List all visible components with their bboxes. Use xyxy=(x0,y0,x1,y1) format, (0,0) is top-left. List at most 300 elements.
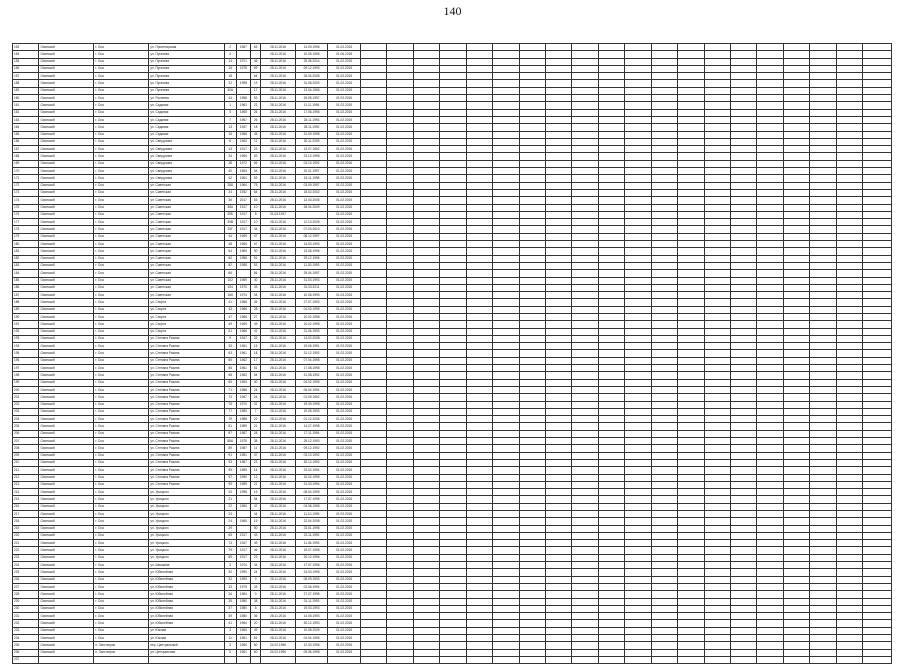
table-cell: г. Оса xyxy=(94,160,149,167)
table-cell: 28.11.2016 xyxy=(261,160,296,167)
table-cell xyxy=(783,131,809,138)
table-cell: 175 xyxy=(13,204,39,211)
table-cell xyxy=(572,131,598,138)
table-cell xyxy=(757,357,783,364)
table-cell: Осинский xyxy=(39,511,94,518)
table-cell xyxy=(731,605,757,612)
table-cell xyxy=(413,452,439,459)
table-row xyxy=(13,219,892,226)
table-cell xyxy=(466,65,492,72)
page-number: 140 xyxy=(443,4,462,18)
table-cell xyxy=(519,511,545,518)
table-cell xyxy=(545,233,571,240)
table-cell xyxy=(863,73,892,80)
table-cell xyxy=(678,408,704,415)
table-cell xyxy=(731,379,757,386)
table-cell xyxy=(387,73,413,80)
table-cell xyxy=(783,620,809,627)
table-cell: 172 xyxy=(13,182,39,189)
table-cell: 53 xyxy=(251,95,261,102)
table-cell: 54 xyxy=(251,168,261,175)
table-cell xyxy=(704,109,730,116)
table-cell xyxy=(625,445,651,452)
table-cell xyxy=(651,153,677,160)
table-cell xyxy=(545,605,571,612)
table-cell: Осинский xyxy=(39,80,94,87)
table-cell xyxy=(598,306,624,313)
table-cell: г. Оса xyxy=(94,146,149,153)
table-cell: 1989 xyxy=(236,423,250,430)
table-cell xyxy=(493,44,519,51)
table-row xyxy=(13,226,892,233)
table-cell xyxy=(731,153,757,160)
table-cell xyxy=(625,540,651,547)
table-cell: г. Оса xyxy=(94,540,149,547)
table-row xyxy=(13,459,892,466)
table-cell xyxy=(625,547,651,554)
table-cell xyxy=(651,95,677,102)
table-cell: 28.11.2016 xyxy=(261,605,296,612)
table-cell: 54 xyxy=(224,248,236,255)
table-cell: ул. Урицкого xyxy=(149,532,224,539)
table-cell xyxy=(360,226,386,233)
table-cell xyxy=(387,335,413,342)
table-cell xyxy=(519,532,545,539)
table-cell: 01.02.2015 xyxy=(328,635,361,642)
table-cell xyxy=(704,547,730,554)
table-cell xyxy=(757,44,783,51)
table-cell xyxy=(836,540,862,547)
table-cell: 01.02.2015 xyxy=(328,598,361,605)
table-cell: 59 xyxy=(251,65,261,72)
table-cell: ул. Степана Разина xyxy=(149,357,224,364)
table-cell xyxy=(360,211,386,218)
table-cell xyxy=(863,438,892,445)
table-cell xyxy=(678,306,704,313)
table-cell: 30А xyxy=(224,87,236,94)
table-cell xyxy=(493,226,519,233)
table-cell: г. Оса xyxy=(94,189,149,196)
table-cell: 1965 xyxy=(236,153,250,160)
table-cell xyxy=(149,656,224,663)
table-cell xyxy=(783,598,809,605)
table-cell xyxy=(545,459,571,466)
table-cell xyxy=(519,255,545,262)
table-cell xyxy=(810,343,836,350)
table-cell xyxy=(440,95,466,102)
table-cell: 01.02.2015 xyxy=(328,430,361,437)
table-cell: ул. Урицкого xyxy=(149,496,224,503)
table-cell: 19 xyxy=(251,489,261,496)
table-cell xyxy=(466,386,492,393)
table-cell xyxy=(625,241,651,248)
table-cell xyxy=(598,204,624,211)
table-cell xyxy=(413,160,439,167)
table-cell: г. Оса xyxy=(94,408,149,415)
table-cell xyxy=(572,211,598,218)
table-row xyxy=(13,562,892,569)
table-cell: 25.06.2014 xyxy=(295,58,328,65)
table-cell xyxy=(836,438,862,445)
table-cell: Осинский xyxy=(39,620,94,627)
table-cell xyxy=(863,408,892,415)
table-cell: 34 xyxy=(251,292,261,299)
table-cell xyxy=(466,547,492,554)
table-cell xyxy=(466,357,492,364)
table-cell xyxy=(625,109,651,116)
table-cell: 28 xyxy=(251,306,261,313)
table-cell: 28.11.2016 xyxy=(261,284,296,291)
table-cell: Осинский xyxy=(39,372,94,379)
table-cell: ул. Спорта xyxy=(149,321,224,328)
table-cell xyxy=(493,525,519,532)
table-cell xyxy=(493,116,519,123)
table-cell xyxy=(572,343,598,350)
table-cell: г. Оса xyxy=(94,445,149,452)
table-cell: 28.11.2016 xyxy=(261,189,296,196)
table-cell xyxy=(493,365,519,372)
table-cell xyxy=(651,503,677,510)
table-cell xyxy=(836,87,862,94)
table-cell: 01.02.2015 xyxy=(328,365,361,372)
table-cell xyxy=(387,511,413,518)
table-cell xyxy=(519,620,545,627)
table-cell xyxy=(757,569,783,576)
table-cell xyxy=(545,408,571,415)
table-cell xyxy=(863,219,892,226)
table-cell: ул. Советская xyxy=(149,226,224,233)
table-cell: 28.11.2016 xyxy=(261,248,296,255)
table-cell: Осинский xyxy=(39,613,94,620)
table-cell: 5 xyxy=(224,649,236,656)
table-cell xyxy=(572,649,598,656)
table-cell xyxy=(836,277,862,284)
table-cell xyxy=(731,547,757,554)
table-cell: 3 xyxy=(224,627,236,634)
table-cell xyxy=(360,335,386,342)
table-cell xyxy=(625,175,651,182)
table-cell xyxy=(387,379,413,386)
table-cell xyxy=(413,182,439,189)
table-cell xyxy=(572,357,598,364)
table-cell xyxy=(466,146,492,153)
table-cell xyxy=(757,124,783,131)
table-cell xyxy=(466,649,492,656)
table-cell xyxy=(731,80,757,87)
table-cell: Осинский xyxy=(39,175,94,182)
table-cell xyxy=(704,146,730,153)
table-cell xyxy=(731,335,757,342)
table-cell xyxy=(545,335,571,342)
table-row xyxy=(13,438,892,445)
table-cell: 188 xyxy=(13,299,39,306)
table-cell xyxy=(493,182,519,189)
table-cell xyxy=(440,87,466,94)
table-cell xyxy=(360,386,386,393)
table-cell: 28.11.2016 xyxy=(261,95,296,102)
table-cell xyxy=(387,95,413,102)
table-cell: 219 xyxy=(13,525,39,532)
table-cell: 165 xyxy=(13,131,39,138)
table-cell xyxy=(387,248,413,255)
table-cell: 28.11.2016 xyxy=(261,525,296,532)
table-cell xyxy=(493,562,519,569)
table-cell xyxy=(466,576,492,583)
table-cell xyxy=(810,270,836,277)
table-cell: 01.02.2015 xyxy=(328,467,361,474)
table-cell xyxy=(413,576,439,583)
table-cell xyxy=(387,233,413,240)
table-cell xyxy=(545,277,571,284)
table-cell xyxy=(413,138,439,145)
table-cell xyxy=(651,627,677,634)
table-cell xyxy=(387,518,413,525)
table-cell xyxy=(413,474,439,481)
table-cell: 1980 xyxy=(236,605,250,612)
table-cell xyxy=(625,124,651,131)
table-cell: Осинский xyxy=(39,445,94,452)
table-cell xyxy=(810,241,836,248)
table-cell xyxy=(651,438,677,445)
table-cell xyxy=(651,277,677,284)
table-cell xyxy=(783,168,809,175)
table-cell: ул. Степана Разина xyxy=(149,467,224,474)
table-cell xyxy=(360,481,386,488)
table-cell: 53 xyxy=(251,175,261,182)
table-cell xyxy=(810,211,836,218)
table-cell xyxy=(651,175,677,182)
table-cell xyxy=(863,554,892,561)
table-cell xyxy=(598,357,624,364)
table-cell xyxy=(493,233,519,240)
table-cell: 01.02.2015 xyxy=(328,394,361,401)
table-cell xyxy=(704,182,730,189)
table-cell xyxy=(836,116,862,123)
table-cell xyxy=(413,248,439,255)
table-cell xyxy=(440,124,466,131)
table-cell xyxy=(678,313,704,320)
table-cell: 01.02.2015 xyxy=(328,270,361,277)
table-cell xyxy=(493,292,519,299)
table-cell: 1980 xyxy=(236,408,250,415)
table-cell xyxy=(413,65,439,72)
table-cell: 2017 xyxy=(236,197,250,204)
table-cell xyxy=(863,146,892,153)
table-row xyxy=(13,255,892,262)
table-cell xyxy=(836,408,862,415)
table-cell xyxy=(704,124,730,131)
table-cell xyxy=(810,335,836,342)
table-cell xyxy=(519,350,545,357)
table-cell: г. Оса xyxy=(94,197,149,204)
table-cell: 1967 xyxy=(236,116,250,123)
table-cell: 54 xyxy=(251,372,261,379)
table-cell: г. Оса xyxy=(94,416,149,423)
table-cell xyxy=(810,642,836,649)
table-cell xyxy=(704,116,730,123)
table-cell: 01.02.2015 xyxy=(328,138,361,145)
table-cell xyxy=(360,160,386,167)
table-cell: 217 xyxy=(13,511,39,518)
table-cell xyxy=(863,116,892,123)
table-cell: 63 xyxy=(224,350,236,357)
table-cell: Осинский xyxy=(39,277,94,284)
table-cell xyxy=(836,241,862,248)
table-cell xyxy=(810,328,836,335)
table-cell xyxy=(625,138,651,145)
table-cell xyxy=(493,211,519,218)
table-cell: Осинский xyxy=(39,540,94,547)
table-row xyxy=(13,182,892,189)
table-cell: 28.11.2016 xyxy=(261,423,296,430)
table-cell: ул. Советская xyxy=(149,233,224,240)
table-cell: ул. Степана Разина xyxy=(149,481,224,488)
table-cell: Осинский xyxy=(39,306,94,313)
table-cell xyxy=(413,255,439,262)
table-cell: 30 xyxy=(224,569,236,576)
table-cell: Осинский xyxy=(39,299,94,306)
table-cell: 28.11.2016 xyxy=(261,372,296,379)
table-cell xyxy=(545,313,571,320)
table-cell xyxy=(651,116,677,123)
table-cell xyxy=(863,262,892,269)
table-cell: 1963 xyxy=(236,168,250,175)
table-cell: 1964 xyxy=(236,620,250,627)
table-cell xyxy=(863,124,892,131)
table-cell: г. Оса xyxy=(94,233,149,240)
table-cell xyxy=(704,211,730,218)
table-cell: 1971 xyxy=(236,58,250,65)
table-cell xyxy=(360,219,386,226)
table-cell: 178 xyxy=(13,226,39,233)
table-cell xyxy=(836,95,862,102)
table-cell xyxy=(783,306,809,313)
table-cell xyxy=(493,131,519,138)
table-cell xyxy=(572,642,598,649)
table-cell xyxy=(757,95,783,102)
table-cell: 08.09.1993 xyxy=(295,576,328,583)
table-cell xyxy=(836,182,862,189)
table-cell: 44 xyxy=(251,226,261,233)
table-cell xyxy=(731,467,757,474)
table-cell xyxy=(863,532,892,539)
table-cell: 1998 xyxy=(236,80,250,87)
table-cell: 01.03.2015 xyxy=(328,292,361,299)
table-cell xyxy=(704,518,730,525)
table-cell xyxy=(387,635,413,642)
table-row xyxy=(13,540,892,547)
table-cell xyxy=(519,642,545,649)
table-cell xyxy=(783,459,809,466)
table-cell xyxy=(704,233,730,240)
table-cell xyxy=(704,649,730,656)
table-cell xyxy=(704,204,730,211)
table-cell: 30.12.1993 xyxy=(295,620,328,627)
table-cell xyxy=(651,598,677,605)
table-cell xyxy=(704,386,730,393)
table-cell: г. Оса xyxy=(94,211,149,218)
table-row xyxy=(13,292,892,299)
table-cell xyxy=(387,416,413,423)
table-cell xyxy=(413,635,439,642)
table-cell xyxy=(413,562,439,569)
table-row xyxy=(13,489,892,496)
table-cell xyxy=(440,350,466,357)
table-cell xyxy=(731,525,757,532)
table-cell xyxy=(413,146,439,153)
table-cell: ул. Садовая xyxy=(149,109,224,116)
table-cell xyxy=(360,591,386,598)
table-cell xyxy=(704,562,730,569)
table-cell: 24.03.1995 xyxy=(295,569,328,576)
table-cell xyxy=(572,350,598,357)
table-cell: ул. Юбилейная xyxy=(149,605,224,612)
table-cell: 169 xyxy=(13,160,39,167)
table-cell xyxy=(572,569,598,576)
table-cell xyxy=(440,452,466,459)
table-cell xyxy=(387,350,413,357)
table-row xyxy=(13,525,892,532)
table-cell: ул. Юбилейная xyxy=(149,576,224,583)
table-cell xyxy=(360,146,386,153)
table-cell xyxy=(625,474,651,481)
table-cell xyxy=(360,518,386,525)
table-cell xyxy=(757,65,783,72)
table-cell xyxy=(731,416,757,423)
table-cell xyxy=(493,160,519,167)
table-cell xyxy=(810,372,836,379)
table-cell xyxy=(757,233,783,240)
table-cell xyxy=(757,459,783,466)
table-cell xyxy=(413,518,439,525)
table-cell: 185 xyxy=(13,277,39,284)
table-cell: 180 xyxy=(13,241,39,248)
table-cell xyxy=(651,605,677,612)
table-cell xyxy=(572,481,598,488)
table-cell xyxy=(678,321,704,328)
table-cell xyxy=(678,459,704,466)
table-cell: ул. Свердлова xyxy=(149,138,224,145)
table-cell xyxy=(625,204,651,211)
table-cell: 28.11.2016 xyxy=(261,503,296,510)
table-cell xyxy=(466,182,492,189)
table-cell: 42 xyxy=(224,175,236,182)
table-cell: 1989 xyxy=(236,467,250,474)
table-cell: г. Оса xyxy=(94,598,149,605)
table-cell xyxy=(678,525,704,532)
table-cell xyxy=(810,452,836,459)
table-cell: 28.11.2016 xyxy=(261,547,296,554)
table-cell xyxy=(783,73,809,80)
table-cell: ул. Советская xyxy=(149,248,224,255)
table-cell xyxy=(704,613,730,620)
table-row xyxy=(13,335,892,342)
table-cell xyxy=(757,299,783,306)
table-cell xyxy=(466,379,492,386)
table-cell xyxy=(519,153,545,160)
table-cell xyxy=(466,175,492,182)
table-cell xyxy=(651,613,677,620)
table-cell: 13.03.2005 xyxy=(295,197,328,204)
table-cell xyxy=(678,503,704,510)
table-cell xyxy=(598,350,624,357)
table-cell xyxy=(731,211,757,218)
table-cell: 28.11.2016 xyxy=(261,73,296,80)
table-cell xyxy=(519,605,545,612)
table-cell xyxy=(783,204,809,211)
table-cell xyxy=(598,182,624,189)
table-cell xyxy=(572,583,598,590)
